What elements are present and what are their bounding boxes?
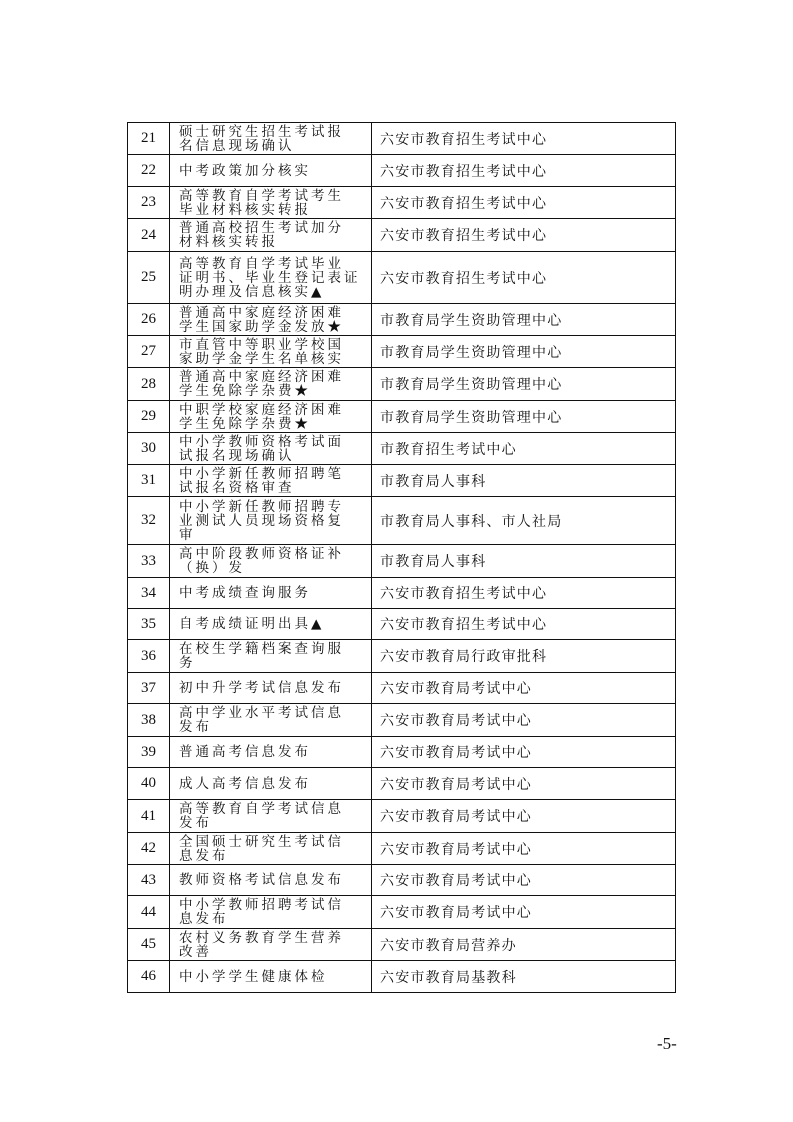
table-row — [128, 401, 676, 433]
row-number: 32 — [128, 497, 170, 545]
table-row — [128, 833, 676, 865]
service-item: 高中学业水平考试信息 发布 — [170, 704, 372, 737]
service-item: 中考政策加分核实 — [170, 155, 372, 187]
table-row — [128, 578, 676, 609]
responsible-unit: 六安市教育招生考试中心 — [372, 219, 676, 252]
service-item: 中考成绩查询服务 — [170, 578, 372, 609]
responsible-unit: 六安市教育局营养办 — [372, 929, 676, 961]
service-item: 全国硕士研究生考试信 息发布 — [170, 833, 372, 865]
table-row — [128, 304, 676, 336]
row-number: 39 — [128, 737, 170, 768]
row-number: 46 — [128, 961, 170, 993]
table-row — [128, 155, 676, 187]
responsible-unit: 六安市教育局考试中心 — [372, 673, 676, 704]
service-item: 高等教育自学考试毕业 证明书、毕业生登记表证 明办理及信息核实▲ — [170, 252, 372, 304]
row-number: 25 — [128, 252, 170, 304]
page-number: -5- — [657, 1034, 677, 1053]
table-row — [128, 545, 676, 578]
row-number: 24 — [128, 219, 170, 252]
table-row — [128, 704, 676, 737]
table-row — [128, 800, 676, 833]
table-row — [128, 433, 676, 465]
responsible-unit: 六安市教育局考试中心 — [372, 833, 676, 865]
service-item: 中小学教师招聘考试信 息发布 — [170, 896, 372, 929]
responsible-unit: 市教育局学生资助管理中心 — [372, 336, 676, 368]
service-item: 初中升学考试信息发布 — [170, 673, 372, 704]
row-number: 28 — [128, 368, 170, 401]
responsible-unit: 市教育局人事科 — [372, 465, 676, 497]
responsible-unit: 六安市教育局考试中心 — [372, 737, 676, 768]
row-number: 43 — [128, 865, 170, 896]
responsible-unit: 市教育局人事科、市人社局 — [372, 497, 676, 545]
service-item: 普通高考信息发布 — [170, 737, 372, 768]
service-item: 自考成绩证明出具▲ — [170, 609, 372, 640]
service-item: 成人高考信息发布 — [170, 768, 372, 800]
row-number: 33 — [128, 545, 170, 578]
responsible-unit: 六安市教育招生考试中心 — [372, 187, 676, 219]
service-item: 中职学校家庭经济困难 学生免除学杂费★ — [170, 401, 372, 433]
responsible-unit: 市教育招生考试中心 — [372, 433, 676, 465]
row-number: 37 — [128, 673, 170, 704]
table-row — [128, 929, 676, 961]
services-table-body — [128, 123, 676, 993]
table-row — [128, 336, 676, 368]
table-row — [128, 497, 676, 545]
table-row — [128, 673, 676, 704]
responsible-unit: 六安市教育局考试中心 — [372, 704, 676, 737]
table-row — [128, 640, 676, 673]
row-number: 38 — [128, 704, 170, 737]
responsible-unit: 六安市教育招生考试中心 — [372, 252, 676, 304]
service-item: 高等教育自学考试信息 发布 — [170, 800, 372, 833]
row-number: 21 — [128, 123, 170, 155]
responsible-unit: 六安市教育招生考试中心 — [372, 155, 676, 187]
service-item: 高等教育自学考试考生 毕业材料核实转报 — [170, 187, 372, 219]
table-row — [128, 896, 676, 929]
responsible-unit: 六安市教育局考试中心 — [372, 800, 676, 833]
table-row — [128, 465, 676, 497]
service-item: 教师资格考试信息发布 — [170, 865, 372, 896]
row-number: 23 — [128, 187, 170, 219]
table-row — [128, 609, 676, 640]
row-number: 22 — [128, 155, 170, 187]
responsible-unit: 六安市教育招生考试中心 — [372, 578, 676, 609]
table-row — [128, 737, 676, 768]
service-item: 在校生学籍档案查询服 务 — [170, 640, 372, 673]
responsible-unit: 六安市教育招生考试中心 — [372, 123, 676, 155]
responsible-unit: 六安市教育局考试中心 — [372, 865, 676, 896]
row-number: 27 — [128, 336, 170, 368]
row-number: 41 — [128, 800, 170, 833]
row-number: 34 — [128, 578, 170, 609]
responsible-unit: 市教育局学生资助管理中心 — [372, 304, 676, 336]
table-row — [128, 219, 676, 252]
service-item: 普通高校招生考试加分 材料核实转报 — [170, 219, 372, 252]
service-item: 普通高中家庭经济困难 学生免除学杂费★ — [170, 368, 372, 401]
table-row — [128, 768, 676, 800]
responsible-unit: 六安市教育局考试中心 — [372, 768, 676, 800]
responsible-unit: 市教育局人事科 — [372, 545, 676, 578]
service-item: 农村义务教育学生营养 改善 — [170, 929, 372, 961]
row-number: 31 — [128, 465, 170, 497]
service-item: 硕士研究生招生考试报 名信息现场确认 — [170, 123, 372, 155]
table-row — [128, 187, 676, 219]
row-number: 42 — [128, 833, 170, 865]
row-number: 40 — [128, 768, 170, 800]
row-number: 26 — [128, 304, 170, 336]
responsible-unit: 六安市教育招生考试中心 — [372, 609, 676, 640]
service-item: 高中阶段教师资格证补 （换）发 — [170, 545, 372, 578]
row-number: 45 — [128, 929, 170, 961]
service-item: 普通高中家庭经济困难 学生国家助学金发放★ — [170, 304, 372, 336]
responsible-unit: 市教育局学生资助管理中心 — [372, 368, 676, 401]
table-row — [128, 123, 676, 155]
table-row — [128, 865, 676, 896]
service-item: 市直管中等职业学校国 家助学金学生名单核实 — [170, 336, 372, 368]
row-number: 35 — [128, 609, 170, 640]
row-number: 29 — [128, 401, 170, 433]
service-item: 中小学新任教师招聘笔 试报名资格审查 — [170, 465, 372, 497]
responsible-unit: 六安市教育局考试中心 — [372, 896, 676, 929]
responsible-unit: 六安市教育局基教科 — [372, 961, 676, 993]
responsible-unit: 市教育局学生资助管理中心 — [372, 401, 676, 433]
service-item: 中小学新任教师招聘专 业测试人员现场资格复 审 — [170, 497, 372, 545]
responsible-unit: 六安市教育局行政审批科 — [372, 640, 676, 673]
table-row — [128, 252, 676, 304]
table-row — [128, 368, 676, 401]
row-number: 44 — [128, 896, 170, 929]
services-table — [127, 122, 676, 993]
row-number: 36 — [128, 640, 170, 673]
row-number: 30 — [128, 433, 170, 465]
service-item: 中小学学生健康体检 — [170, 961, 372, 993]
table-row — [128, 961, 676, 993]
service-item: 中小学教师资格考试面 试报名现场确认 — [170, 433, 372, 465]
